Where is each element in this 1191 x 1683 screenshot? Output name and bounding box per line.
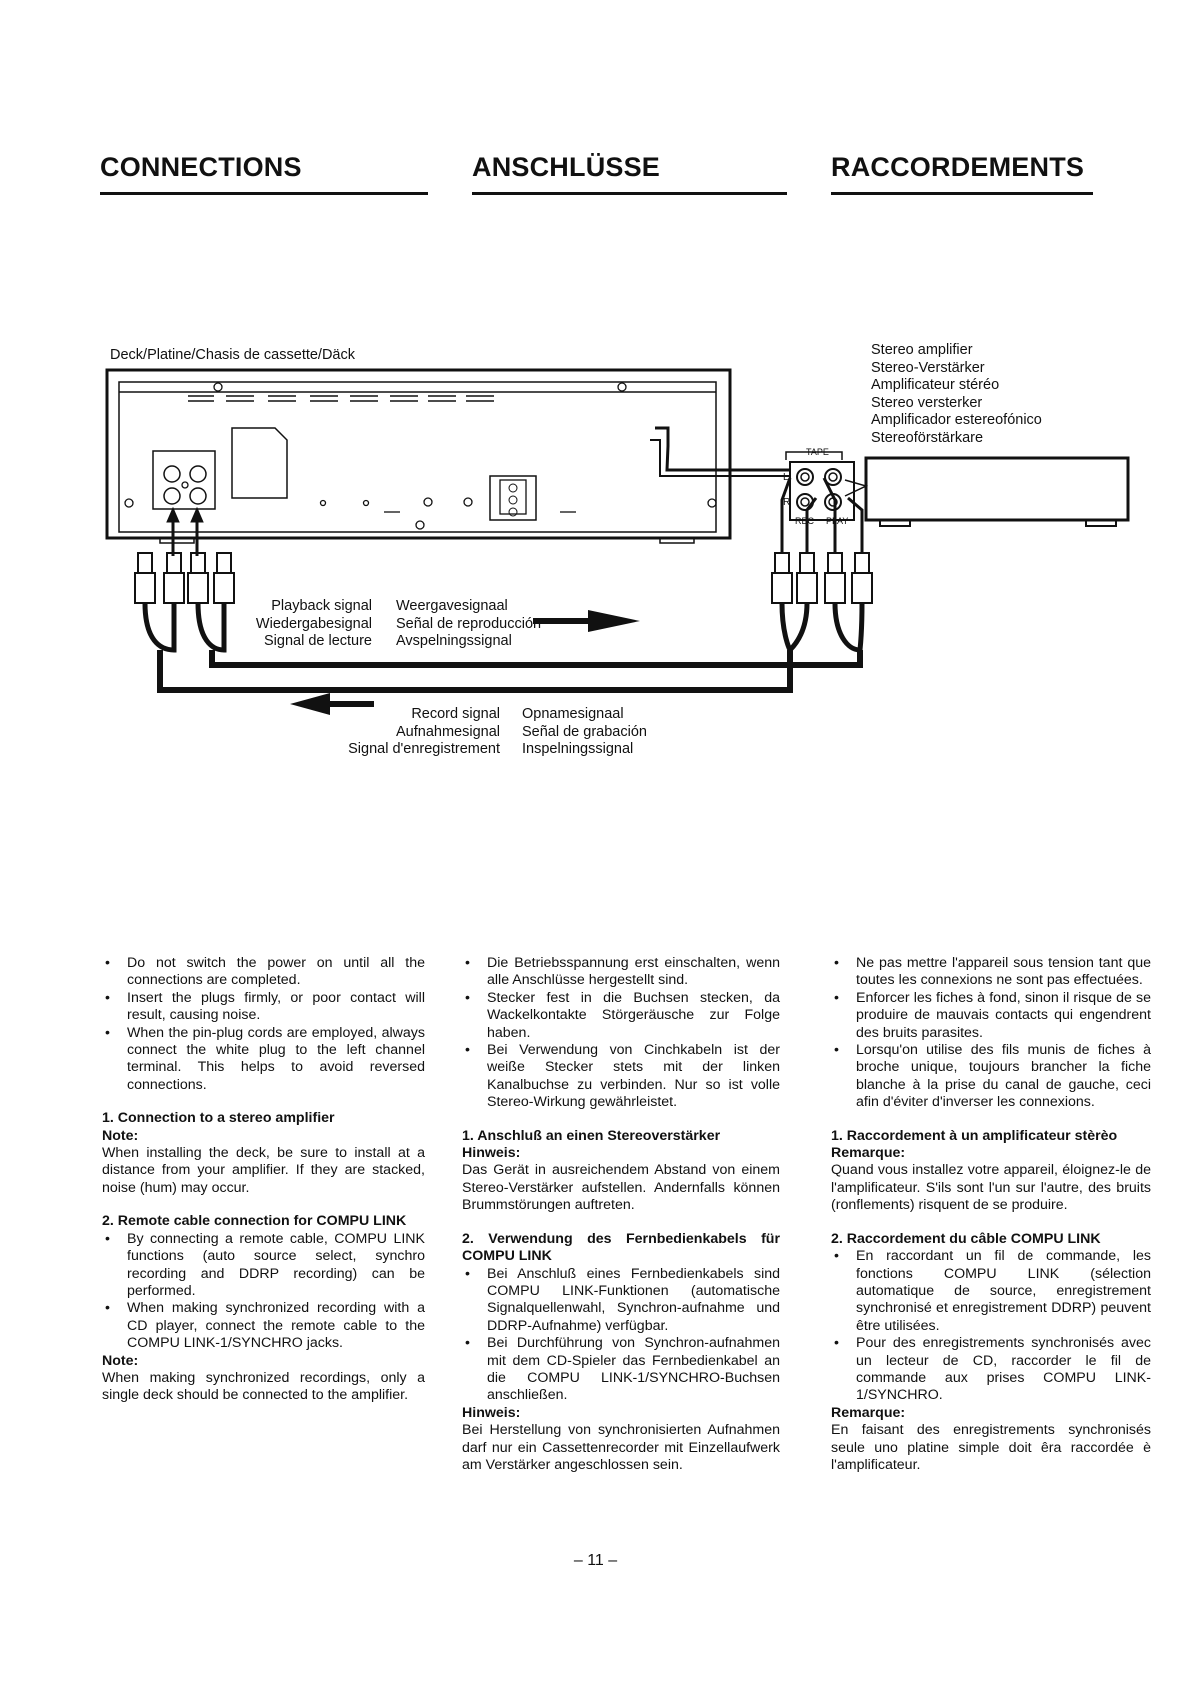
note-label: Remarque: xyxy=(831,1404,906,1421)
note-text: When making synchronized recordings, only a single deck should be connected to the amplifier. xyxy=(102,1369,425,1404)
list-item: • Bei Durchführung von Synchron-aufnahmen mit dem CD-Spieler das Fernbedienkabel an die COMPU LINK-1/SYNCHRO-Buchsen anschließen. xyxy=(462,1335,780,1405)
right-channel-label: R xyxy=(783,497,791,508)
amplifier-label: Stereo amplifier Stereo-Verstärker Amplificateur stéréo Stereo versterker Amplificador estereofónico Stereoförstärkare xyxy=(871,342,1042,446)
english-column xyxy=(102,955,425,1405)
heading-anschluesse: ANSCHLÜSSE xyxy=(472,152,661,182)
playback-signal-label: Playback signal Wiedergabesignal Signal de lecture xyxy=(255,598,372,649)
precautions-list xyxy=(102,955,425,1094)
note-text: Bei Herstellung von synchronisierten Aufnahmen darf nur ein Cassettenrecorder mit Einzellaufwerk am Verstärker angeschlossen sein. xyxy=(462,1422,780,1473)
note-label: Remarque: xyxy=(831,1145,906,1162)
section-title: 2. Verwendung des Fernbedienkabels für COMPU LINK xyxy=(462,1230,780,1265)
note-text: Quand vous installez votre appareil, éloignez-le de l'amplificateur. S'ils sont l'un sur l'autre, des bruits (ronflements) risquent de se produire. xyxy=(831,1162,1151,1214)
stereo-amplifier xyxy=(786,452,1128,526)
record-signal-label-2: Opnamesignaal Señal de grabación Inspelningssignal xyxy=(522,706,647,757)
list-item: • Pour des enregistrements synchronisés avec un lecteur de CD, raccorder le fil de commande aux prises COMPU LINK-1/SYNCHRO. xyxy=(831,1335,1151,1405)
page-number: – 11 – xyxy=(573,1552,618,1569)
note-label: Note: xyxy=(102,1127,139,1144)
note-text: When installing the deck, be sure to install at a distance from your amplifier. If they are stacked, noise (hum) may occur. xyxy=(102,1145,425,1196)
note-label: Note: xyxy=(102,1352,139,1369)
list-item: • Bei Verwendung von Cinchkabeln ist der weiße Stecker stets mit der linken Kanalbuchse zu verbinden. Nur so ist volle Stereo-Wirkung gewährleistet. xyxy=(462,1042,780,1112)
tape-label: TAPE xyxy=(806,447,829,457)
note-text: Das Gerät in ausreichendem Abstand von einem Stereo-Verstärker aufstellen. Andernfalls können Brummstörungen auftreten. xyxy=(462,1162,780,1214)
note-label: Hinweis: xyxy=(462,1404,521,1421)
compu-link-list xyxy=(462,1266,780,1405)
precautions-list xyxy=(462,955,780,1112)
precautions-list xyxy=(831,955,1151,1112)
list-item: • Die Betriebsspannung erst einschalten, wenn alle Anschlüsse hergestellt sind. xyxy=(462,955,780,990)
heading-connections: CONNECTIONS xyxy=(100,152,302,182)
compu-link-list xyxy=(831,1248,1151,1405)
section-title: 1. Raccordement à un amplificateur stèrèo xyxy=(831,1127,1118,1144)
cassette-deck xyxy=(107,370,790,543)
list-item: • En raccordant un fil de commande, les fonctions COMPU LINK (sélection automatique de source, enregistrement synchronisé et enregistrement DDRP) peuvent être utilisées. xyxy=(831,1248,1151,1335)
left-channel-label: L xyxy=(783,472,789,483)
heading-raccordements: RACCORDEMENTS xyxy=(831,152,1085,182)
list-item: • Enforcer les fiches à fond, sinon il risque de se produire de mauvais contacts qui engendrent des bruits parasites. xyxy=(831,990,1151,1042)
playback-signal-label-2: Weergavesignaal Señal de reproducción Avspelningssignal xyxy=(396,598,542,649)
list-item: • Bei Anschluß eines Fernbedienkabels sind COMPU LINK-Funktionen (automatische Signalquellenwahl, Synchron-aufnahme und DDRP-Aufnahme) verfügbar. xyxy=(462,1266,780,1336)
list-item: • When the pin-plug cords are employed, always connect the white plug to the left channel terminal. This helps to avoid reversed connections. xyxy=(102,1025,425,1095)
section-title: 2. Raccordement du câble COMPU LINK xyxy=(831,1230,1101,1247)
list-item: • Lorsqu'on utilise des fils munis de fiches à broche unique, toujours brancher la fiche blanche à la prise du canal de gauche, ceci afin d'éviter d'inverser les connexions. xyxy=(831,1042,1151,1112)
record-signal-label: Record signal Aufnahmesignal Signal d'enregistrement xyxy=(348,706,500,757)
rec-label: REC xyxy=(795,516,815,526)
list-item: • Do not switch the power on until all the connections are completed. xyxy=(102,955,425,990)
list-item: • Insert the plugs firmly, or poor contact will result, causing noise. xyxy=(102,990,425,1025)
section-title: 2. Remote cable connection for COMPU LINK xyxy=(102,1213,407,1230)
list-item: • Stecker fest in die Buchsen stecken, da Wackelkontakte Störgeräusche zur Folge haben. xyxy=(462,990,780,1042)
deck-label: Deck/Platine/Chasis de cassette/Däck xyxy=(110,347,355,363)
german-column xyxy=(462,955,780,1474)
list-item: • Ne pas mettre l'appareil sous tension tant que toutes les connexions ne sont pas effectuées. xyxy=(831,955,1151,990)
play-label: PLAY xyxy=(826,516,849,526)
section-title: 1. Connection to a stereo amplifier xyxy=(102,1110,335,1127)
french-column xyxy=(831,955,1151,1474)
list-item: • By connecting a remote cable, COMPU LINK functions (auto source select, synchro recording and DDRP recording) can be performed. xyxy=(102,1231,425,1301)
playback-arrow xyxy=(533,610,640,632)
note-label: Hinweis: xyxy=(462,1145,521,1162)
list-item: • When making synchronized recording with a CD player, connect the remote cable to the COMPU LINK-1/SYNCHRO jacks. xyxy=(102,1300,425,1352)
compu-link-list xyxy=(102,1231,425,1353)
section-title: 1. Anschluß an einen Stereoverstärker xyxy=(462,1127,721,1144)
note-text: En faisant des enregistrements synchronisés seule uno platine simple doit êra raccordée è l'amplificateur. xyxy=(831,1422,1151,1473)
